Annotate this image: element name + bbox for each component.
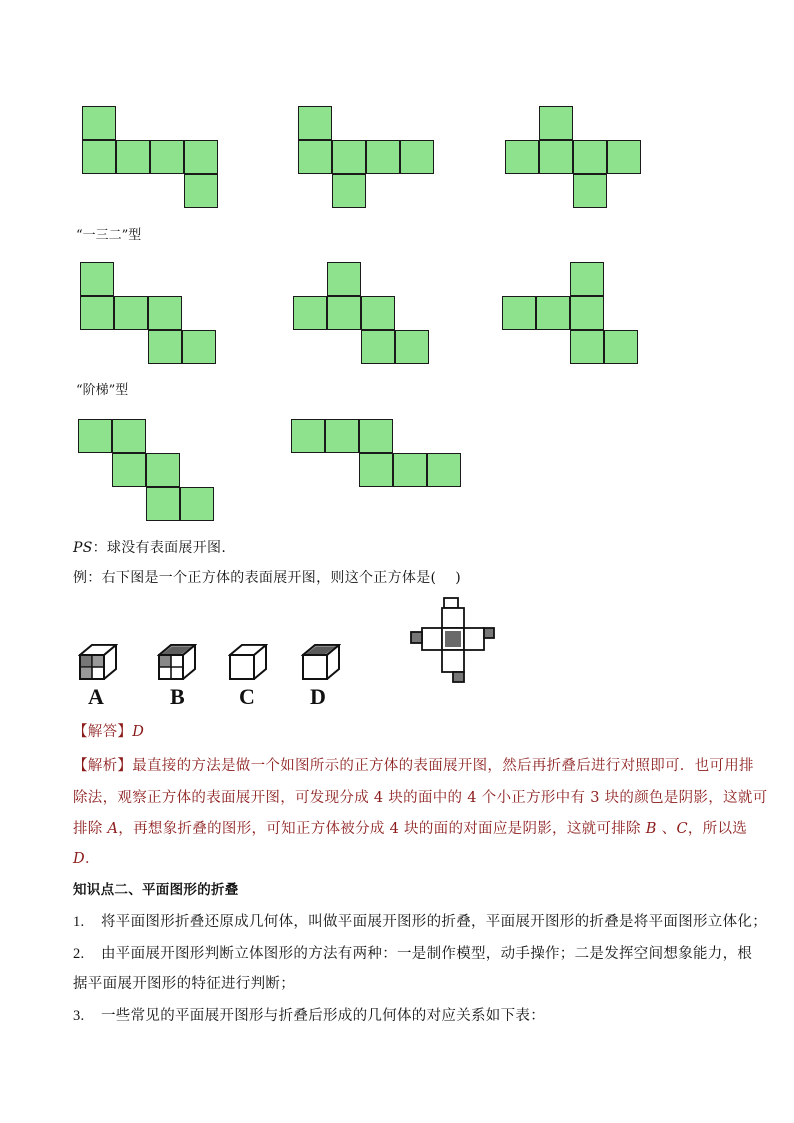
option-b-cube [157,643,197,681]
net-square [573,174,607,208]
cube-net-3 [505,106,641,208]
analysis-line-3 [73,819,747,839]
list-item-2-cont: 据平面展开图形的特征进行判断； [73,976,295,992]
net-square [505,140,539,174]
net-square [82,140,116,174]
net-square [182,330,216,364]
example-question: 例：右下图是一个正方体的表面展开图，则这个正方体是( ) [73,570,462,586]
net-square [298,140,332,174]
net-square [570,262,604,296]
net-square [180,487,214,521]
list-num: 3. [73,1008,85,1024]
net-square [607,140,641,174]
net-square [359,419,393,453]
net-square [327,296,361,330]
analysis-text-3a: 排除 [73,821,108,837]
net-square [573,140,607,174]
net-square [332,174,366,208]
net-square [366,140,400,174]
option-c-label: C [239,684,255,709]
option-b-label: B [170,684,185,709]
analysis-line-1 [73,756,754,776]
list-text: 将平面图形折叠还原成几何体，叫做平面展开图形的折叠，平面展开图形的折叠是将平面图形立体化； [101,914,767,930]
analysis-tag: 【解析】 [73,758,133,774]
cube-net-4 [80,262,216,364]
analysis-option-c: C [676,821,688,837]
net-square [427,453,461,487]
answer-value: D [132,724,145,740]
option-d-cube [301,643,341,681]
analysis-text-1: 最直接的方法是做一个如图所示的正方体的表面展开图，然后再折叠后进行对照即可．也可用排 [132,758,754,774]
option-a-cube [78,643,118,681]
option-c-cube [228,643,268,681]
net-square [502,296,536,330]
net-square [148,296,182,330]
ps-label: PS [73,540,93,556]
list-item-3 [73,1006,545,1026]
list-num: 1. [73,914,85,930]
net-square [570,330,604,364]
analysis-text-3b: ，再想象折叠的图形，可知正方体被分成 4 块的面的对面应是阴影，这就可排除 [118,821,646,837]
cube-net-2 [298,106,434,208]
analysis-option-b: B [645,821,657,837]
analysis-text-3c: 、 [656,821,677,837]
net-square [393,453,427,487]
net-square [395,330,429,364]
list-text: 一些常见的平面展开图形与折叠后形成的几何体的对应关系如下表： [101,1008,545,1024]
net-square [148,330,182,364]
caption-one-three-two: “一三二”型 [76,228,142,243]
cube-net-6 [502,262,638,364]
net-square [539,140,573,174]
net-square [604,330,638,364]
answer-tag: 【解答】 [73,724,133,740]
list-item-1 [73,912,767,932]
analysis-line-2: 除法，观察正方体的表面展开图，可发现分成 4 块的面中的 4 个小正方形中有 3 块的颜色是阴影，这就可 [73,790,768,806]
net-square [536,296,570,330]
caption-stairs: “阶梯”型 [76,383,129,398]
net-square [184,140,218,174]
analysis-option-d: D [73,851,85,867]
net-square [80,296,114,330]
net-square [293,296,327,330]
analysis-text-4: ． [84,851,100,867]
option-a-label: A [88,684,104,709]
net-square [114,296,148,330]
net-square [78,419,112,453]
net-square [332,140,366,174]
list-num: 2. [73,946,85,962]
net-square [539,106,573,140]
net-square [82,106,116,140]
cube-net-1 [82,106,218,208]
analysis-text-3d: ，所以选 [687,821,748,837]
net-square [291,419,325,453]
net-square [570,296,604,330]
net-square [112,453,146,487]
net-square [400,140,434,174]
net-square [184,174,218,208]
answer-line [73,722,144,742]
net-square [298,106,332,140]
option-d-label: D [310,684,326,709]
net-square [150,140,184,174]
list-text: 由平面展开图形判断立体图形的方法有两种：一是制作模型，动手操作；二是发挥空间想象能力，根 [101,946,753,962]
cube-net-5 [293,262,429,364]
ps-line [73,538,226,558]
analysis-option-a: A [107,821,119,837]
net-square [325,419,359,453]
net-square [112,419,146,453]
analysis-line-4 [73,849,100,869]
net-square [146,487,180,521]
example-cube-net [408,596,498,684]
section-title: 知识点二、平面图形的折叠 [73,882,239,898]
cube-net-8 [291,419,461,487]
net-square [361,330,395,364]
net-square [359,453,393,487]
net-square [327,262,361,296]
list-item-2 [73,944,752,964]
cube-net-7 [78,419,214,521]
ps-text: ：球没有表面展开图. [92,540,227,556]
net-square [116,140,150,174]
net-square [146,453,180,487]
net-square [80,262,114,296]
net-square [361,296,395,330]
